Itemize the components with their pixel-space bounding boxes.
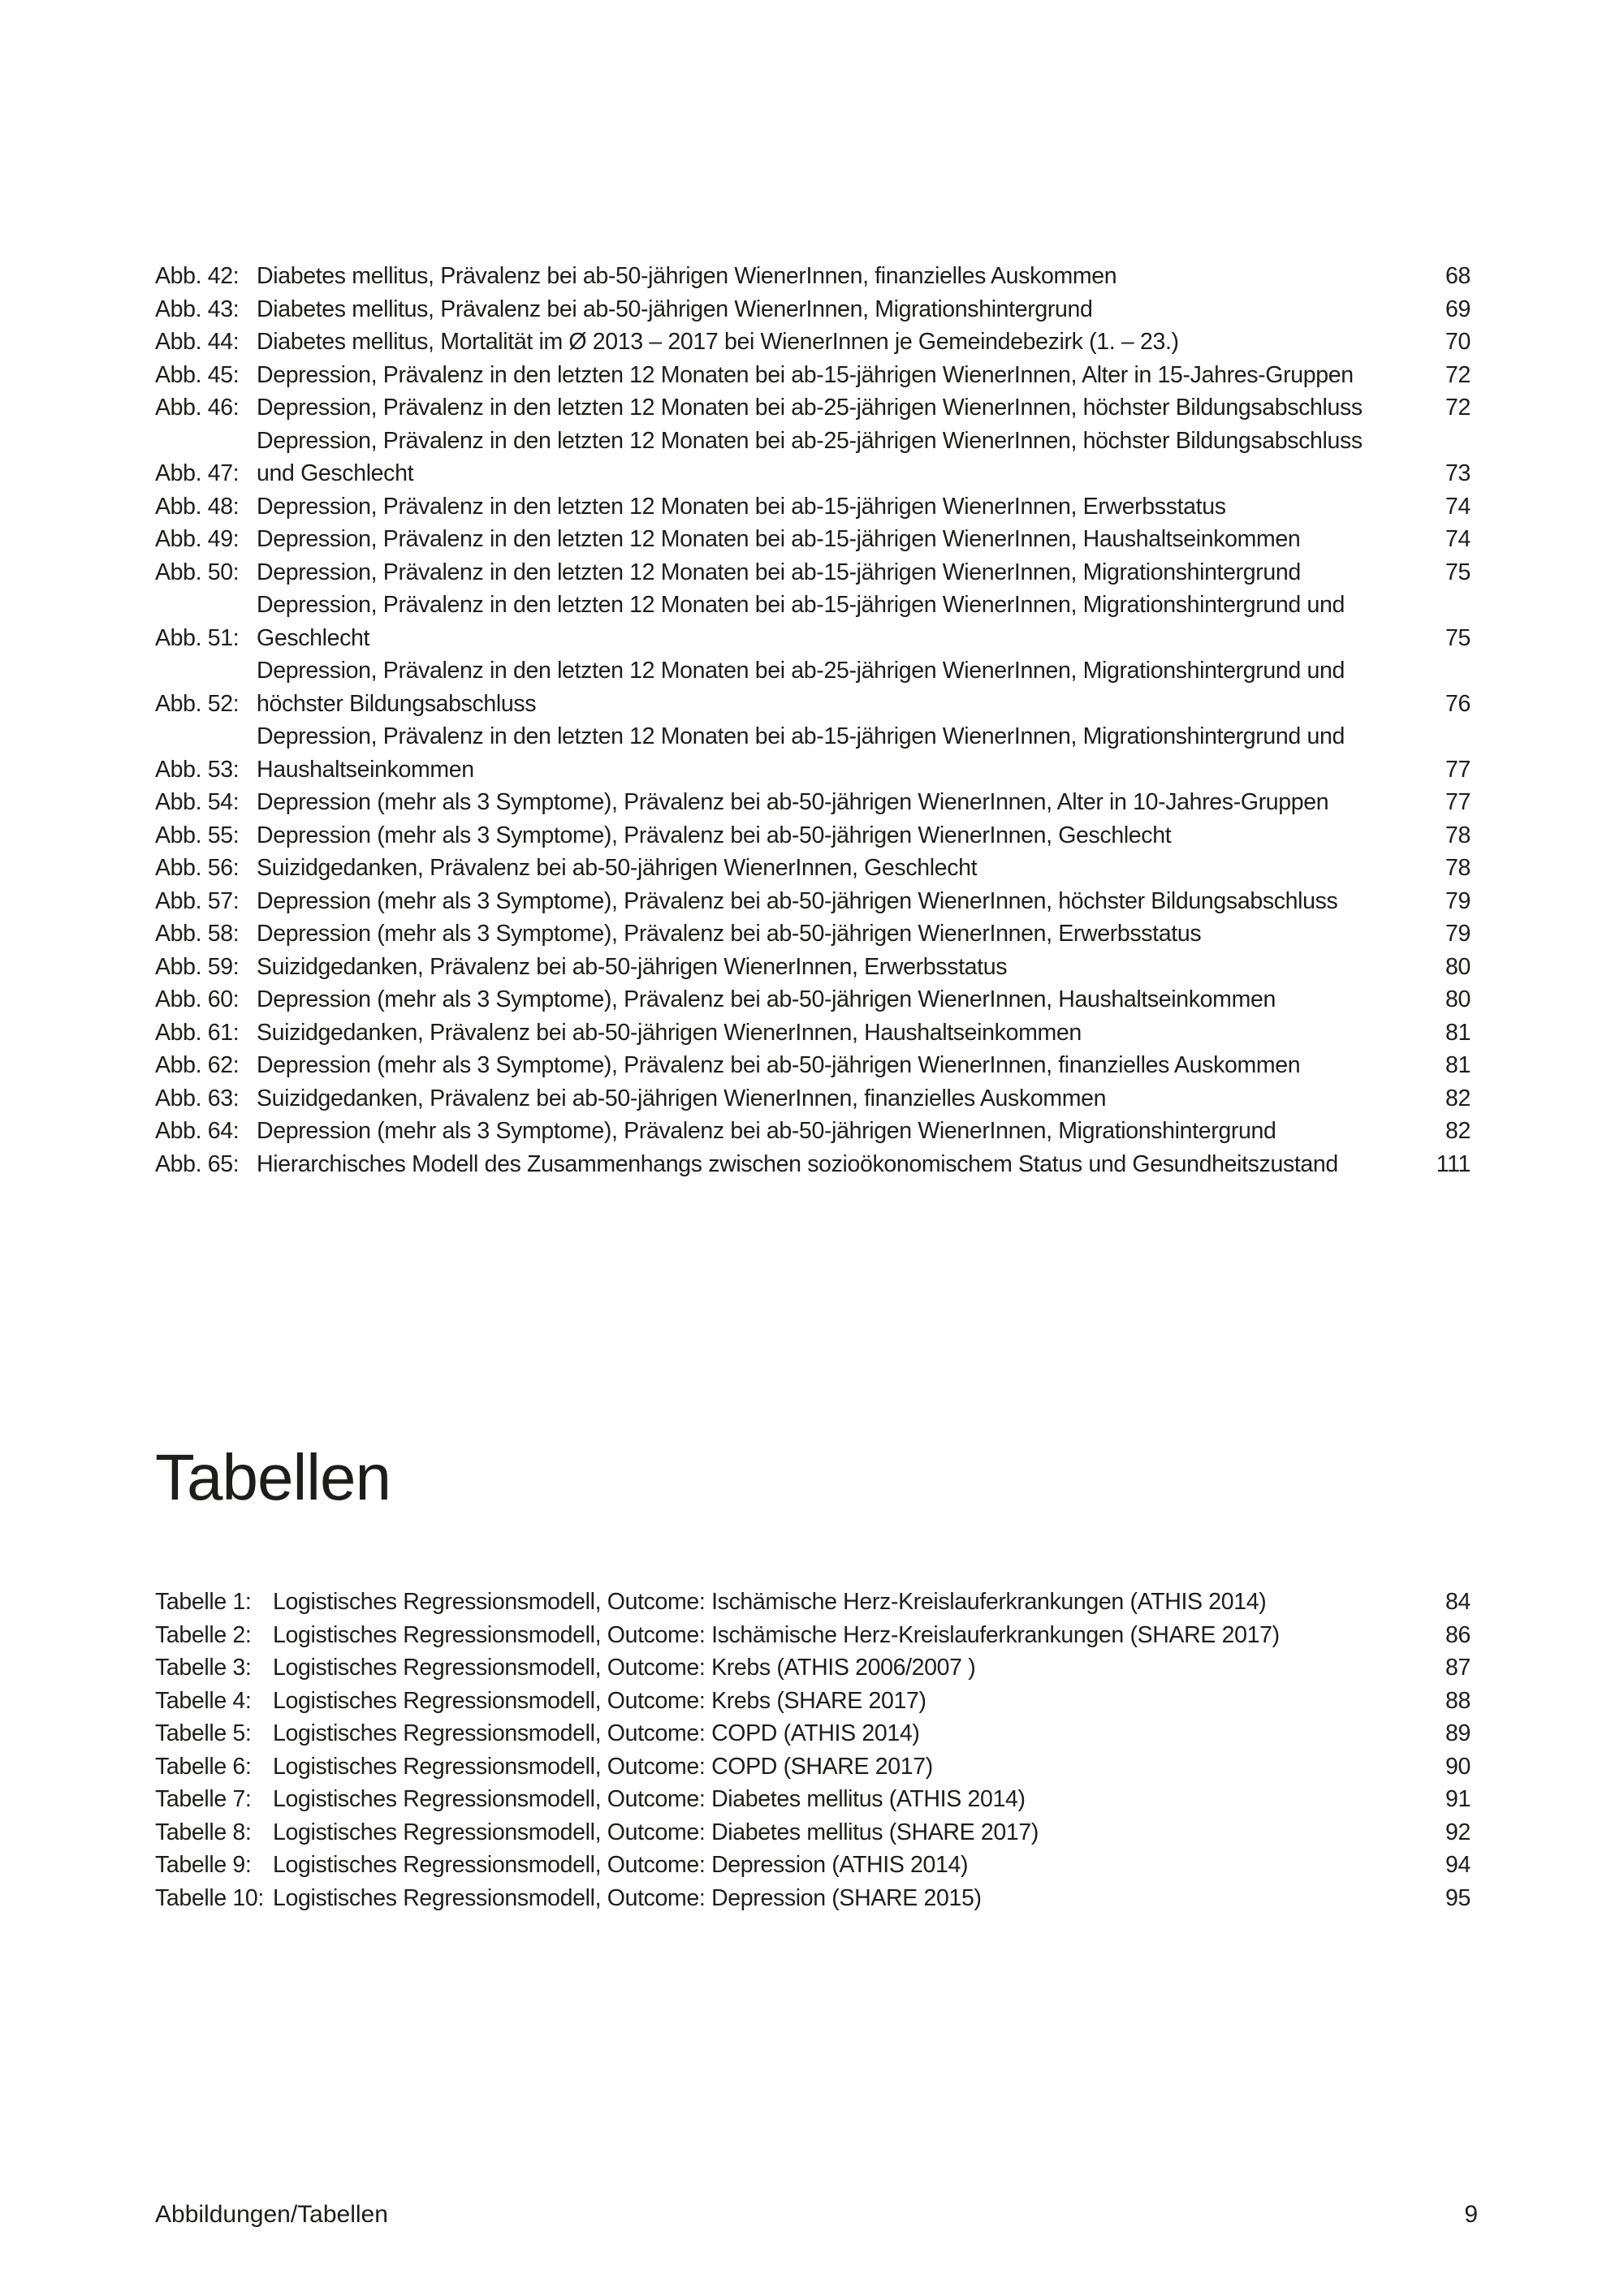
- figure-list: [155, 260, 1471, 1180]
- entry-page-number: 82: [1445, 1118, 1471, 1144]
- entry-page-number: 72: [1445, 395, 1471, 421]
- entry-label: Tabelle 10:: [155, 1884, 265, 1911]
- figure-entry: [155, 556, 1471, 589]
- entry-title: Depression (mehr als 3 Symptome), Prävalenz bei ab-50-jährigen WienerInnen, Erwerbsstatus: [257, 921, 1202, 947]
- figure-entry: [155, 1049, 1471, 1082]
- entry-label: Abb. 48:: [155, 493, 240, 520]
- entry-title: Diabetes mellitus, Mortalität im Ø 2013 – 2017 bei WienerInnen je Gemeindebezirk (1. – 23.): [257, 329, 1179, 355]
- figure-entry: [155, 1082, 1471, 1116]
- entry-title: Logistisches Regressionsmodell, Outcome: Diabetes mellitus (SHARE 2017): [273, 1819, 1039, 1845]
- entry-title: Logistisches Regressionsmodell, Outcome: Ischämische Herz-Kreislauferkrankungen (ATHIS 2014): [273, 1589, 1267, 1615]
- figure-entry: [155, 1115, 1471, 1148]
- entry-title: Logistisches Regressionsmodell, Outcome: COPD (ATHIS 2014): [273, 1720, 920, 1746]
- entry-label: Abb. 52:: [155, 690, 240, 717]
- entry-page-number: 74: [1445, 526, 1471, 552]
- entry-page-number: 82: [1445, 1085, 1471, 1111]
- entry-label: Abb. 61:: [155, 1019, 240, 1046]
- entry-page-number: 73: [1445, 460, 1471, 486]
- footer-page-number: 9: [1464, 2201, 1478, 2228]
- figure-entry: [155, 425, 1471, 490]
- entry-page-number: 89: [1445, 1720, 1471, 1746]
- entry-page-number: 72: [1445, 361, 1471, 388]
- figure-entry: [155, 1016, 1471, 1050]
- entry-page-number: 76: [1445, 690, 1471, 717]
- entry-page-number: 75: [1445, 559, 1471, 585]
- entry-page-number: 81: [1445, 1019, 1471, 1046]
- entry-title: Depression (mehr als 3 Symptome), Prävalenz bei ab-50-jährigen WienerInnen, Haushaltseinkommen: [257, 986, 1276, 1012]
- entry-title: Logistisches Regressionsmodell, Outcome: Depression (ATHIS 2014): [273, 1852, 969, 1878]
- table-entry: [155, 1685, 1471, 1718]
- entry-title: Diabetes mellitus, Prävalenz bei ab-50-jährigen WienerInnen, Migrationshintergrund: [257, 296, 1093, 322]
- figure-entry: [155, 951, 1471, 984]
- entry-title: Depression, Prävalenz in den letzten 12 Monaten bei ab-15-jährigen WienerInnen, Migrationshintergrund und Geschlecht: [257, 592, 1345, 651]
- entry-label: Tabelle 2:: [155, 1621, 252, 1648]
- entry-label: Tabelle 5:: [155, 1720, 252, 1746]
- entry-label: Abb. 42:: [155, 263, 240, 289]
- figure-entry: [155, 523, 1471, 556]
- entry-title: Depression, Prävalenz in den letzten 12 Monaten bei ab-15-jährigen WienerInnen, Haushaltseinkommen: [257, 526, 1301, 552]
- entry-page-number: 92: [1445, 1819, 1471, 1845]
- entry-title: Suizidgedanken, Prävalenz bei ab-50-jährigen WienerInnen, finanzielles Auskommen: [257, 1085, 1107, 1111]
- entry-title: Logistisches Regressionsmodell, Outcome: COPD (SHARE 2017): [273, 1753, 933, 1780]
- entry-page-number: 78: [1445, 822, 1471, 848]
- figure-entry: [155, 260, 1471, 293]
- table-entry: [155, 1651, 1471, 1685]
- entry-title: Depression (mehr als 3 Symptome), Prävalenz bei ab-50-jährigen WienerInnen, Alter in 10-Jahres-Gruppen: [257, 789, 1329, 815]
- entry-title: Depression (mehr als 3 Symptome), Prävalenz bei ab-50-jährigen WienerInnen, Geschlecht: [257, 822, 1172, 848]
- entry-label: Abb. 64:: [155, 1118, 240, 1144]
- entry-label: Abb. 56:: [155, 855, 240, 881]
- tables-heading: Tabellen: [155, 1441, 391, 1513]
- entry-label: Abb. 47:: [155, 460, 240, 486]
- figure-entry: [155, 391, 1471, 425]
- figure-entry: [155, 293, 1471, 326]
- entry-page-number: 74: [1445, 493, 1471, 520]
- entry-title: Depression, Prävalenz in den letzten 12 Monaten bei ab-25-jährigen WienerInnen, höchster Bildungsabschluss und Geschlecht: [257, 427, 1363, 486]
- entry-page-number: 69: [1445, 296, 1471, 322]
- entry-label: Tabelle 3:: [155, 1655, 252, 1681]
- entry-label: Abb. 65:: [155, 1150, 240, 1177]
- entry-title: Logistisches Regressionsmodell, Outcome: Krebs (ATHIS 2006/2007 ): [273, 1655, 976, 1681]
- entry-label: Abb. 50:: [155, 559, 240, 585]
- figure-entry: [155, 885, 1471, 918]
- entry-page-number: 80: [1445, 953, 1471, 980]
- entry-title: Diabetes mellitus, Prävalenz bei ab-50-jährigen WienerInnen, finanzielles Auskommen: [257, 263, 1117, 289]
- entry-label: Abb. 44:: [155, 329, 240, 355]
- entry-label: Abb. 46:: [155, 395, 240, 421]
- figure-entry: [155, 720, 1471, 786]
- entry-title: Logistisches Regressionsmodell, Outcome: Diabetes mellitus (ATHIS 2014): [273, 1786, 1026, 1812]
- entry-label: Tabelle 6:: [155, 1753, 252, 1780]
- entry-page-number: 88: [1445, 1687, 1471, 1714]
- entry-title: Suizidgedanken, Prävalenz bei ab-50-jährigen WienerInnen, Haushaltseinkommen: [257, 1019, 1082, 1046]
- table-entry: [155, 1849, 1471, 1882]
- entry-label: Abb. 45:: [155, 361, 240, 388]
- table-entry: [155, 1882, 1471, 1915]
- figure-entry: [155, 490, 1471, 524]
- entry-page-number: 84: [1445, 1589, 1471, 1615]
- entry-page-number: 80: [1445, 986, 1471, 1012]
- entry-title: Logistisches Regressionsmodell, Outcome: Ischämische Herz-Kreislauferkrankungen (SHARE 2017): [273, 1621, 1280, 1648]
- entry-title: Depression, Prävalenz in den letzten 12 Monaten bei ab-25-jährigen WienerInnen, Migrationshintergrund und höchster Bildungsabschluss: [257, 658, 1345, 717]
- entry-page-number: 78: [1445, 855, 1471, 881]
- entry-label: Abb. 57:: [155, 887, 240, 914]
- entry-title: Depression (mehr als 3 Symptome), Prävalenz bei ab-50-jährigen WienerInnen, Migrationshintergrund: [257, 1118, 1276, 1144]
- entry-page-number: 87: [1445, 1655, 1471, 1681]
- entry-label: Abb. 58:: [155, 921, 240, 947]
- entry-label: Abb. 59:: [155, 953, 240, 980]
- figure-entry: [155, 819, 1471, 852]
- entry-title: Depression, Prävalenz in den letzten 12 Monaten bei ab-15-jährigen WienerInnen, Alter in 15-Jahres-Gruppen: [257, 361, 1354, 388]
- entry-label: Abb. 53:: [155, 756, 240, 783]
- entry-page-number: 77: [1445, 756, 1471, 783]
- table-entry: [155, 1619, 1471, 1652]
- table-entry: [155, 1750, 1471, 1784]
- entry-title: Depression (mehr als 3 Symptome), Prävalenz bei ab-50-jährigen WienerInnen, höchster Bildungsabschluss: [257, 887, 1338, 914]
- entry-title: Suizidgedanken, Prävalenz bei ab-50-jährigen WienerInnen, Geschlecht: [257, 855, 978, 881]
- entry-page-number: 81: [1445, 1052, 1471, 1078]
- entry-page-number: 75: [1445, 624, 1471, 651]
- entry-label: Abb. 55:: [155, 822, 240, 848]
- entry-label: Abb. 63:: [155, 1085, 240, 1111]
- entry-label: Abb. 54:: [155, 789, 240, 815]
- entry-page-number: 77: [1445, 789, 1471, 815]
- entry-page-number: 90: [1445, 1753, 1471, 1780]
- entry-page-number: 95: [1445, 1884, 1471, 1911]
- figure-entry: [155, 917, 1471, 951]
- entry-title: Logistisches Regressionsmodell, Outcome: Krebs (SHARE 2017): [273, 1687, 926, 1714]
- entry-page-number: 91: [1445, 1786, 1471, 1812]
- entry-title: Depression, Prävalenz in den letzten 12 Monaten bei ab-15-jährigen WienerInnen, Migrationshintergrund: [257, 559, 1301, 585]
- entry-page-number: 70: [1445, 329, 1471, 355]
- table-entry: [155, 1783, 1471, 1816]
- entry-page-number: 111: [1436, 1150, 1471, 1177]
- entry-label: Abb. 60:: [155, 986, 240, 1012]
- entry-title: Logistisches Regressionsmodell, Outcome: Depression (SHARE 2015): [273, 1884, 982, 1911]
- entry-label: Tabelle 9:: [155, 1852, 252, 1878]
- entry-label: Abb. 51:: [155, 624, 240, 651]
- table-entry: [155, 1717, 1471, 1750]
- entry-title: Depression, Prävalenz in den letzten 12 Monaten bei ab-25-jährigen WienerInnen, höchster Bildungsabschluss: [257, 395, 1363, 421]
- entry-title: Depression, Prävalenz in den letzten 12 Monaten bei ab-15-jährigen WienerInnen, Migrationshintergrund und Haushaltseinkommen: [257, 723, 1345, 783]
- entry-label: Tabelle 1:: [155, 1589, 252, 1615]
- entry-title: Depression (mehr als 3 Symptome), Prävalenz bei ab-50-jährigen WienerInnen, finanzielles Auskommen: [257, 1052, 1301, 1078]
- entry-page-number: 94: [1445, 1852, 1471, 1878]
- entry-label: Tabelle 8:: [155, 1819, 252, 1845]
- table-list: [155, 1586, 1471, 1914]
- figure-entry: [155, 589, 1471, 654]
- entry-label: Abb. 43:: [155, 296, 240, 322]
- entry-page-number: 86: [1445, 1621, 1471, 1648]
- entry-label: Tabelle 4:: [155, 1687, 252, 1714]
- entry-title: Suizidgedanken, Prävalenz bei ab-50-jährigen WienerInnen, Erwerbsstatus: [257, 953, 1008, 980]
- figure-entry: [155, 786, 1471, 819]
- table-entry: [155, 1586, 1471, 1619]
- entry-label: Abb. 49:: [155, 526, 240, 552]
- entry-title: Hierarchisches Modell des Zusammenhangs zwischen sozioökonomischem Status und Gesundheitszustand: [257, 1150, 1338, 1177]
- entry-page-number: 79: [1445, 921, 1471, 947]
- figure-entry: [155, 654, 1471, 720]
- entry-title: Depression, Prävalenz in den letzten 12 Monaten bei ab-15-jährigen WienerInnen, Erwerbsstatus: [257, 493, 1226, 520]
- footer-section: Abbildungen/Tabellen: [155, 2201, 388, 2228]
- figure-entry: [155, 1148, 1471, 1181]
- figure-entry: [155, 326, 1471, 359]
- figure-entry: [155, 852, 1471, 885]
- entry-page-number: 79: [1445, 887, 1471, 914]
- figure-entry: [155, 359, 1471, 392]
- entry-label: Abb. 62:: [155, 1052, 240, 1078]
- entry-page-number: 68: [1445, 263, 1471, 289]
- table-entry: [155, 1816, 1471, 1849]
- figure-entry: [155, 983, 1471, 1016]
- entry-label: Tabelle 7:: [155, 1786, 252, 1812]
